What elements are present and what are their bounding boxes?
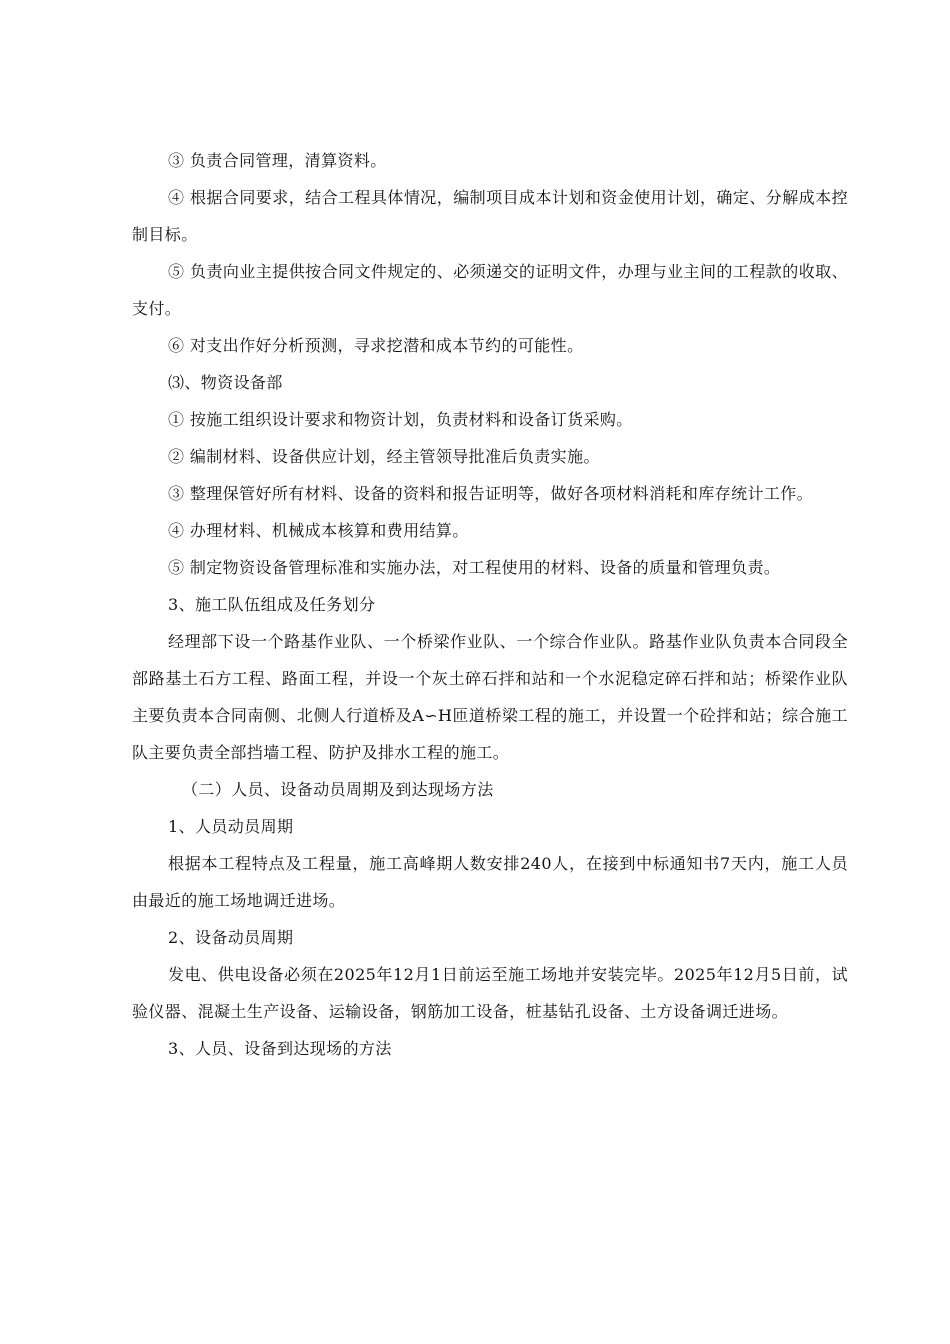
paragraph-teams-body: 经理部下设一个路基作业队、一个桥梁作业队、一个综合作业队。路基作业队负责本合同段全部路基土石方工程、路面工程，并设一个灰土碎石拌和站和一个水泥稳定碎石拌和站；桥梁作业队主要负责本合同南侧、北侧人行道桥及A∽H匝道桥梁工程的施工，并设置一个砼拌和站；综合施工队主要负责全部挡墙工程、防护及排水工程的施工。 — [132, 632, 848, 762]
section-heading-materials-dept: ⑶、物资设备部 — [168, 373, 283, 392]
section-heading-arrival-method: 3、人员、设备到达现场的方法 — [168, 1039, 392, 1058]
section-heading-mobilization: （二）人员、设备动员周期及到达现场方法 — [182, 780, 494, 799]
document-body — [132, 142, 848, 1067]
paragraph-finance-5: ⑤ 负责向业主提供按合同文件规定的、必须递交的证明文件，办理与业主间的工程款的收取、支付。 — [132, 262, 848, 318]
paragraph-materials-5: ⑤ 制定物资设备管理标准和实施办法，对工程使用的材料、设备的质量和管理负责。 — [168, 558, 781, 577]
paragraph-finance-3: ③ 负责合同管理，清算资料。 — [168, 151, 387, 170]
section-heading-equipment-cycle: 2、设备动员周期 — [168, 928, 294, 947]
paragraph-personnel-cycle: 根据本工程特点及工程量，施工高峰期人数安排240人，在接到中标通知书7天内，施工人员由最近的施工场地调迁进场。 — [132, 854, 848, 910]
section-heading-personnel-cycle: 1、人员动员周期 — [168, 817, 294, 836]
paragraph-finance-6: ⑥ 对支出作好分析预测，寻求挖潜和成本节约的可能性。 — [168, 336, 584, 355]
paragraph-materials-4: ④ 办理材料、机械成本核算和费用结算。 — [168, 521, 469, 540]
paragraph-materials-1: ① 按施工组织设计要求和物资计划，负责材料和设备订货采购。 — [168, 410, 633, 429]
paragraph-materials-2: ② 编制材料、设备供应计划，经主管领导批准后负责实施。 — [168, 447, 600, 466]
paragraph-materials-3: ③ 整理保管好所有材料、设备的资料和报告证明等，做好各项材料消耗和库存统计工作。 — [168, 484, 814, 503]
paragraph-finance-4: ④ 根据合同要求，结合工程具体情况，编制项目成本计划和资金使用计划，确定、分解成本控制目标。 — [132, 188, 848, 244]
paragraph-equipment-cycle: 发电、供电设备必须在2025年12月1日前运至施工场地并安装完毕。2025年12月5日前，试验仪器、混凝土生产设备、运输设备，钢筋加工设备，桩基钻孔设备、土方设备调迁进场。 — [132, 965, 848, 1021]
section-heading-teams: 3、施工队伍组成及任务划分 — [168, 595, 376, 614]
